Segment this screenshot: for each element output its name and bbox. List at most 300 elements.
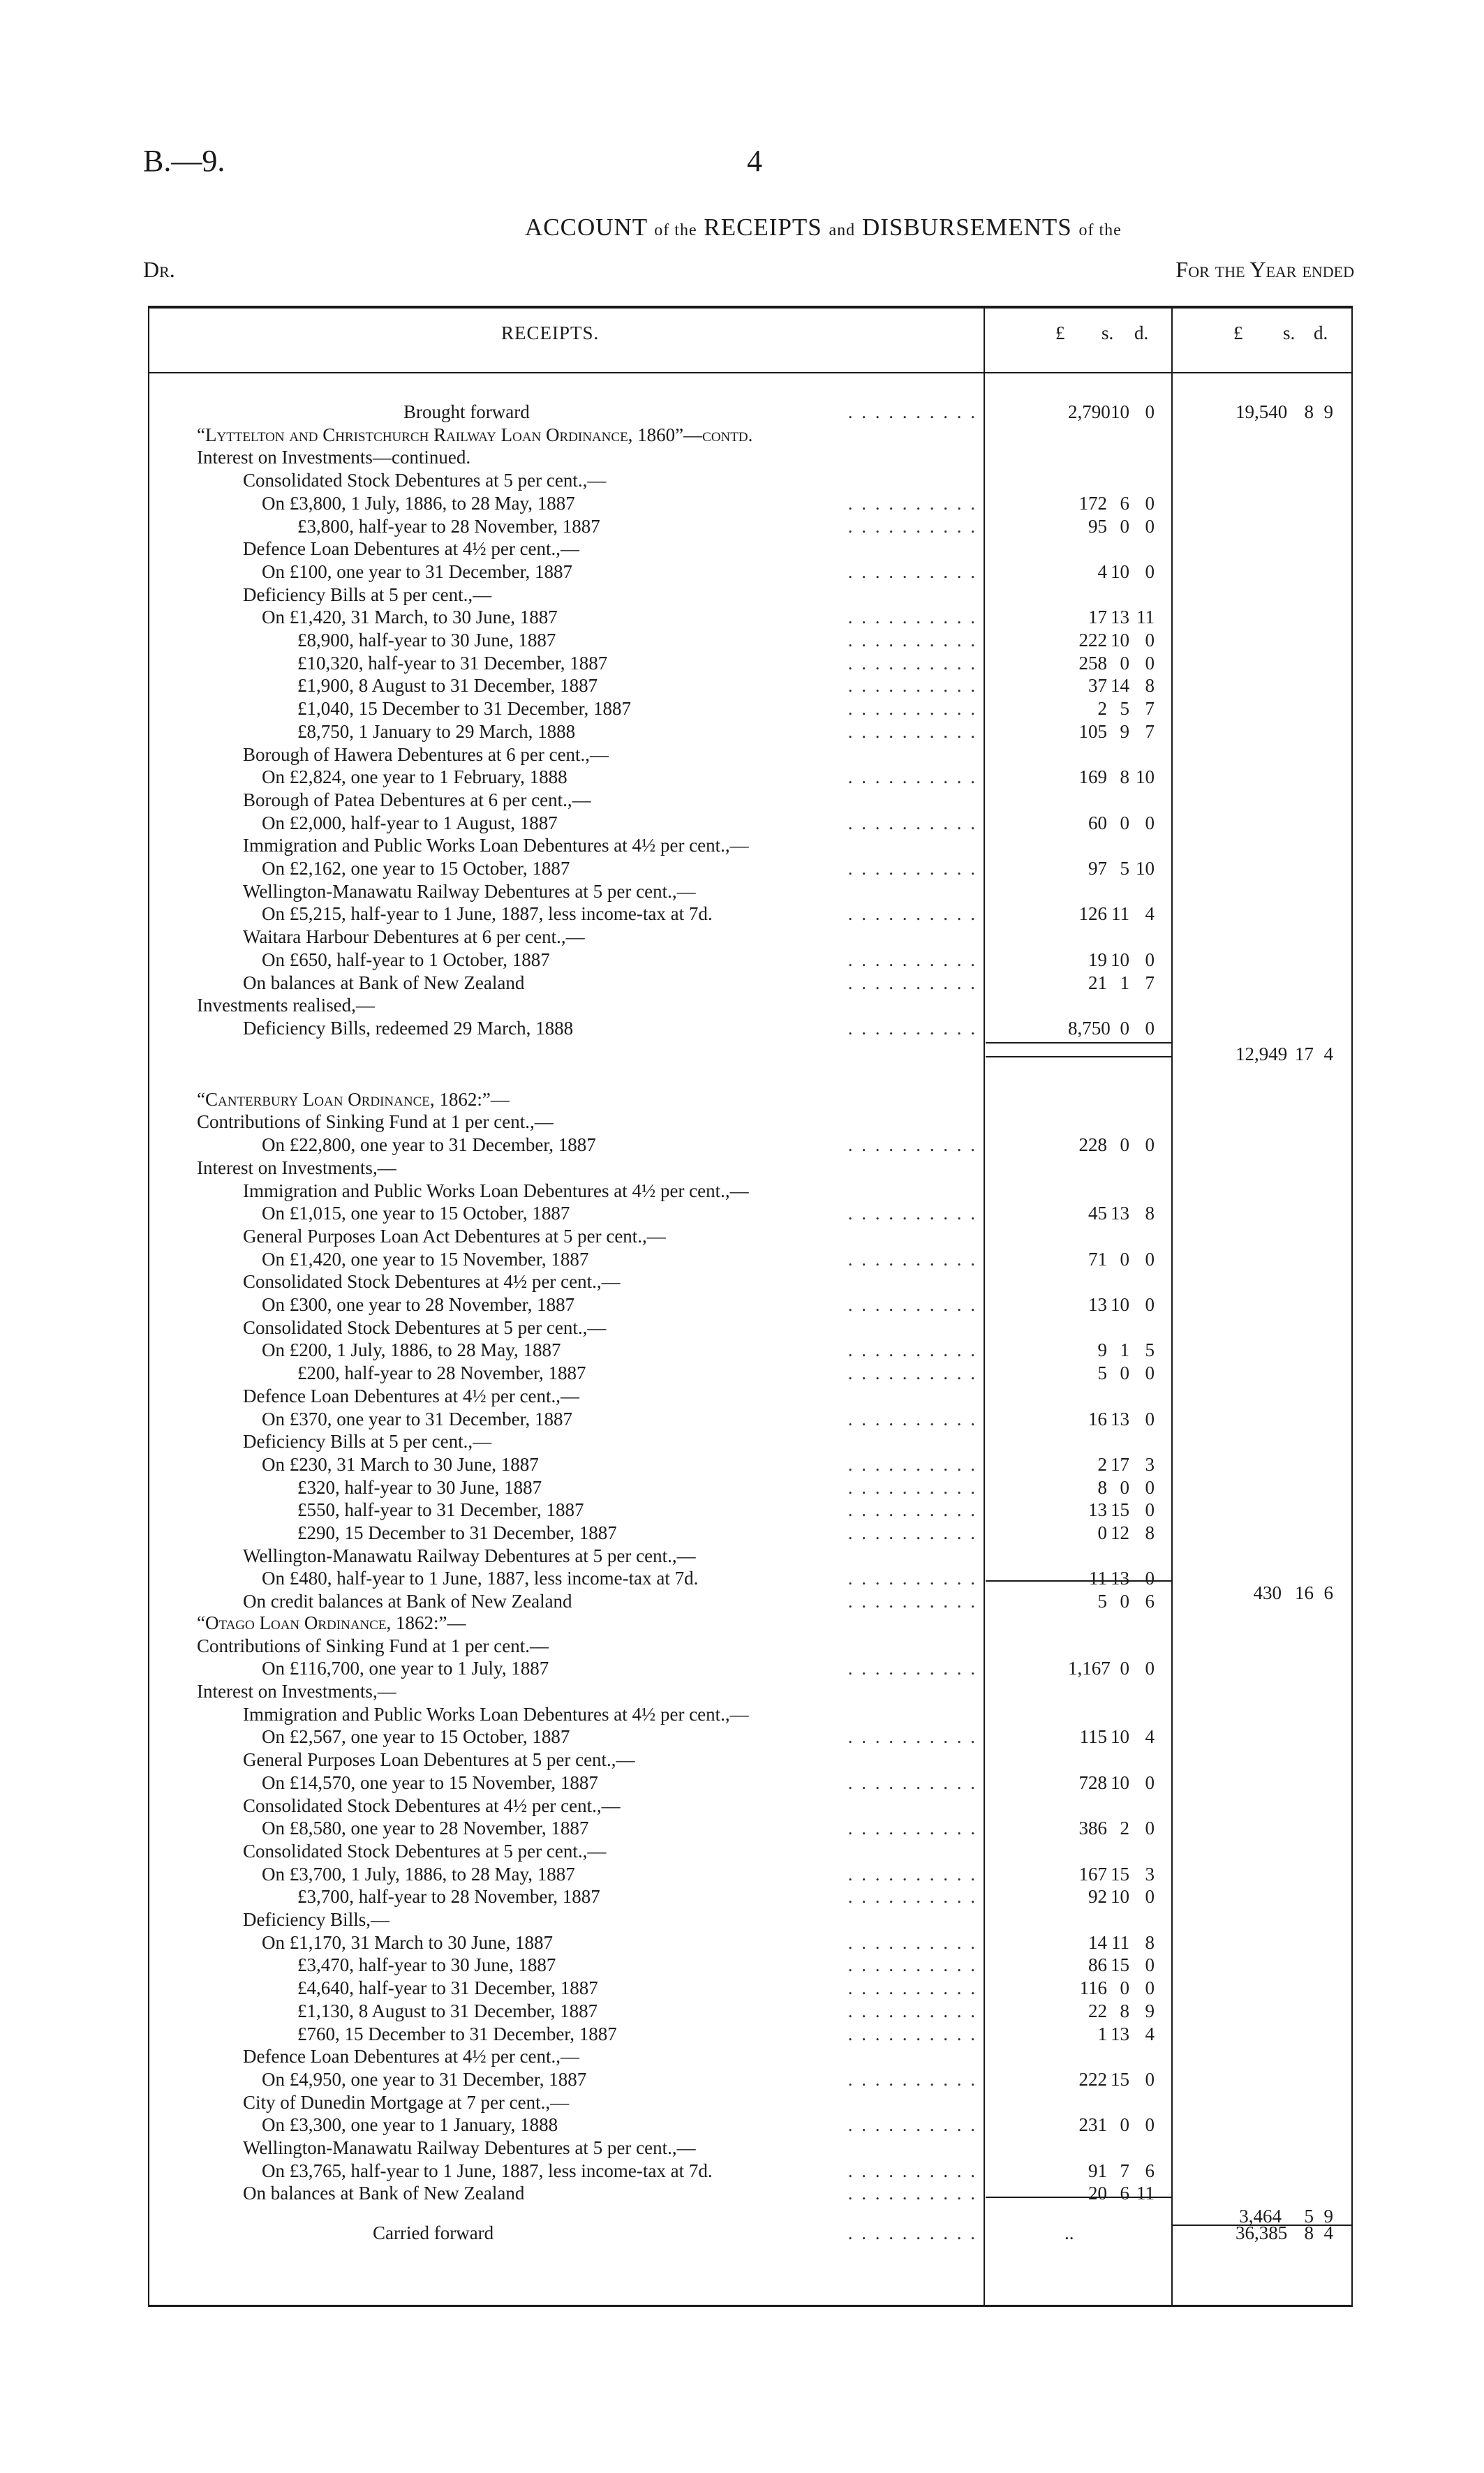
row-label: Defence Loan Debentures at 4½ per cent.,— <box>243 538 580 559</box>
pence-cell: 0 <box>1145 516 1155 537</box>
shillings-cell: 10 <box>1111 1294 1129 1315</box>
pence-cell: 4 <box>1145 1726 1155 1747</box>
pounds-cell: 13 <box>1088 1294 1107 1315</box>
table-row <box>0 1066 1484 1087</box>
row-label: On £22,800, one year to 31 December, 1887 <box>262 1134 596 1155</box>
table-row <box>0 1545 1484 1566</box>
total-pence-cell: 9 <box>1323 401 1333 422</box>
pounds-cell: 9 <box>1097 1339 1107 1360</box>
row-label: On £2,824, one year to 1 February, 1888 <box>262 766 567 787</box>
leader-dots: . . . . . . . . . . <box>847 401 977 422</box>
table-row <box>0 1089 1484 1110</box>
table-row <box>0 2222 1484 2243</box>
pence-cell: 8 <box>1145 1932 1155 1953</box>
row-label: £3,700, half-year to 28 November, 1887 <box>297 1886 600 1907</box>
row-label: City of Dunedin Mortgage at 7 per cent.,— <box>243 2092 570 2113</box>
row-label: On £200, 1 July, 1886, to 28 May, 1887 <box>262 1339 561 1360</box>
pounds-cell: 60 <box>1088 812 1107 833</box>
leader-dots: . . . . . . . . . . <box>847 1339 977 1360</box>
shillings-cell: 13 <box>1111 2023 1129 2044</box>
leader-dots: . . . . . . . . . . <box>847 1203 977 1224</box>
pence-cell: 3 <box>1145 1454 1155 1475</box>
title-part: of the <box>1078 221 1122 239</box>
row-label: £3,470, half-year to 30 June, 1887 <box>297 1954 556 1975</box>
pence-cell: 7 <box>1145 721 1155 742</box>
row-label: “Canterbury Loan Ordinance, 1862:”— <box>197 1089 510 1110</box>
shillings-cell: 10 <box>1111 1726 1129 1747</box>
leader-dots: . . . . . . . . . . <box>847 607 977 627</box>
row-label: Wellington-Manawatu Railway Debentures at 5 per cent.,— <box>243 1545 696 1566</box>
table-row <box>0 516 1484 537</box>
table-row <box>0 1477 1484 1498</box>
leader-dots: . . . . . . . . . . <box>847 2023 977 2044</box>
leader-dots: . . . . . . . . . . <box>847 812 977 833</box>
shillings-cell: 10 <box>1111 561 1129 582</box>
shillings-cell: 13 <box>1111 1409 1129 1429</box>
total-shillings-cell: 5 <box>1304 2206 1314 2227</box>
pounds-cell: 92 <box>1088 1886 1107 1907</box>
leader-dots: . . . . . . . . . . <box>847 721 977 742</box>
pence-cell: 3 <box>1145 1864 1155 1885</box>
leader-dots: . . . . . . . . . . <box>847 1658 977 1679</box>
table-row <box>0 1909 1484 1930</box>
row-label: £290, 15 December to 31 December, 1887 <box>297 1522 617 1543</box>
shillings-cell: 15 <box>1111 1954 1129 1975</box>
table-row <box>0 653 1484 674</box>
pounds-cell: 22 <box>1088 2000 1107 2021</box>
table-row <box>0 561 1484 582</box>
row-label: On £116,700, one year to 1 July, 1887 <box>262 1658 549 1679</box>
shillings-cell: 5 <box>1120 698 1129 719</box>
table-row <box>0 1499 1484 1520</box>
shillings-header: s. <box>1101 322 1114 343</box>
table-row <box>0 1454 1484 1475</box>
pounds-cell: 21 <box>1088 972 1107 993</box>
total-shillings-cell: 8 <box>1304 2222 1314 2243</box>
shillings-cell: 7 <box>1120 2160 1129 2181</box>
pence-cell: 0 <box>1145 949 1155 970</box>
row-label: On £8,580, one year to 28 November, 1887 <box>262 1818 589 1839</box>
leader-dots: . . . . . . . . . . <box>847 2000 977 2021</box>
total-pounds-cell: 3,464 <box>1239 2206 1282 2227</box>
pounds-cell: 167 <box>1078 1864 1107 1885</box>
pence-cell: 8 <box>1145 675 1155 696</box>
pounds-cell: 11 <box>1089 1568 1107 1589</box>
pence-cell: 0 <box>1145 1409 1155 1429</box>
total-pence-cell: 9 <box>1323 2206 1333 2227</box>
table-row <box>0 949 1484 970</box>
pence-cell: 10 <box>1136 766 1155 787</box>
leader-dots: . . . . . . . . . . <box>847 2183 977 2204</box>
total-shillings-cell: 8 <box>1304 401 1314 422</box>
leader-dots: . . . . . . . . . . <box>847 1499 977 1520</box>
table-row <box>0 858 1484 879</box>
leader-dots: . . . . . . . . . . <box>847 698 977 719</box>
shillings-cell: 0 <box>1120 1977 1129 1998</box>
leader-dots: . . . . . . . . . . <box>847 1772 977 1793</box>
shillings-cell: 0 <box>1120 1362 1129 1383</box>
leader-dots: . . . . . . . . . . <box>847 1249 977 1270</box>
row-label: Wellington-Manawatu Railway Debentures at 5 per cent.,— <box>243 2137 696 2158</box>
table-row <box>0 1612 1484 1633</box>
table-row <box>0 2160 1484 2181</box>
pounds-cell: 2 <box>1097 1454 1107 1475</box>
leader-dots: . . . . . . . . . . <box>847 561 977 582</box>
pounds-cell: 17 <box>1088 607 1107 627</box>
shillings-cell: 11 <box>1111 1932 1129 1953</box>
row-label: Consolidated Stock Debentures at 5 per cent.,— <box>243 470 607 491</box>
leader-dots: . . . . . . . . . . <box>847 1932 977 1953</box>
table-row <box>0 493 1484 514</box>
row-label: On balances at Bank of New Zealand <box>243 972 525 993</box>
pounds-cell: 19 <box>1088 949 1107 970</box>
row-label: Defence Loan Debentures at 4½ per cent.,— <box>243 1386 580 1406</box>
table-row <box>0 1134 1484 1155</box>
pounds-cell: 222 <box>1078 2069 1107 2090</box>
pence-cell: 0 <box>1145 2114 1155 2135</box>
table-row <box>0 1522 1484 1543</box>
table-row <box>0 1180 1484 1201</box>
leader-dots: . . . . . . . . . . <box>847 1409 977 1429</box>
pence-cell: 6 <box>1145 1591 1155 1612</box>
row-label: On £5,215, half-year to 1 June, 1887, less income-tax at 7d. <box>262 903 713 924</box>
leader-dots: . . . . . . . . . . <box>847 653 977 674</box>
pounds-cell: 20 <box>1088 2183 1107 2204</box>
table-row <box>0 401 1484 422</box>
table-row <box>0 1111 1484 1132</box>
pounds-cell: 231 <box>1078 2114 1107 2135</box>
pence-cell: 0 <box>1145 1134 1155 1155</box>
shillings-header: s. <box>1283 322 1296 343</box>
leader-dots: . . . . . . . . . . <box>847 1454 977 1475</box>
table-row <box>0 1339 1484 1360</box>
pence-cell: 0 <box>1145 1362 1155 1383</box>
row-label: £760, 15 December to 31 December, 1887 <box>297 2023 617 2044</box>
row-label: £320, half-year to 30 June, 1887 <box>297 1477 542 1498</box>
table-row <box>0 926 1484 947</box>
pounds-cell: 8 <box>1097 1477 1107 1498</box>
table-row <box>0 812 1484 833</box>
total-pence-cell: 4 <box>1323 2222 1333 2243</box>
empty-cell-dots: .. <box>1064 2222 1074 2243</box>
shillings-cell: 0 <box>1120 1018 1129 1039</box>
pence-cell: 9 <box>1145 2000 1155 2021</box>
row-label: £3,800, half-year to 28 November, 1887 <box>297 516 600 537</box>
row-label: £1,900, 8 August to 31 December, 1887 <box>297 675 598 696</box>
title-part: of the <box>654 221 697 239</box>
row-label: Deficiency Bills at 5 per cent.,— <box>243 1431 492 1452</box>
table-row <box>0 744 1484 765</box>
pounds-cell: 2,790 <box>1068 401 1111 422</box>
pence-cell: 0 <box>1145 1568 1155 1589</box>
pence-cell: 8 <box>1145 1203 1155 1224</box>
shillings-cell: 8 <box>1120 766 1129 787</box>
total-pounds-cell: 19,540 <box>1236 401 1288 422</box>
row-label: “Otago Loan Ordinance, 1862:”— <box>197 1612 466 1633</box>
leader-dots: . . . . . . . . . . <box>847 1522 977 1543</box>
table-row <box>0 1726 1484 1747</box>
row-label: On balances at Bank of New Zealand <box>243 2183 525 2204</box>
row-label: On £14,570, one year to 15 November, 1887 <box>262 1772 598 1793</box>
table-row <box>0 2046 1484 2067</box>
row-label: £8,750, 1 January to 29 March, 1888 <box>297 721 576 742</box>
row-label: On £3,765, half-year to 1 June, 1887, less income-tax at 7d. <box>262 2160 713 2181</box>
table-row <box>0 1864 1484 1885</box>
leader-dots: . . . . . . . . . . <box>847 630 977 651</box>
shillings-cell: 9 <box>1120 721 1129 742</box>
row-label: £200, half-year to 28 November, 1887 <box>297 1362 586 1383</box>
row-label: On £370, one year to 31 December, 1887 <box>262 1409 573 1429</box>
receipts-header: RECEIPTS. <box>501 322 600 343</box>
row-label: £1,130, 8 August to 31 December, 1887 <box>297 2000 598 2021</box>
table-row <box>0 538 1484 559</box>
total-pence-cell: 4 <box>1323 1044 1333 1064</box>
table-row <box>0 1977 1484 1998</box>
table-row <box>0 1582 1484 1603</box>
row-label: Consolidated Stock Debentures at 5 per cent.,— <box>243 1317 607 1338</box>
total-shillings-cell: 16 <box>1295 1582 1314 1603</box>
pence-cell: 0 <box>1145 493 1155 514</box>
pounds-cell: 116 <box>1079 1977 1107 1998</box>
table-row <box>0 1818 1484 1839</box>
row-label: Deficiency Bills, redeemed 29 March, 1888 <box>243 1018 574 1039</box>
shillings-cell: 12 <box>1111 1522 1129 1543</box>
table-row <box>0 607 1484 627</box>
pence-cell: 0 <box>1145 1294 1155 1315</box>
pounds-cell: 86 <box>1088 1954 1107 1975</box>
pounds-cell: 91 <box>1088 2160 1107 2181</box>
leader-dots: . . . . . . . . . . <box>847 1591 977 1612</box>
pence-cell: 0 <box>1145 1977 1155 1998</box>
table-row <box>0 447 1484 468</box>
row-label: Deficiency Bills at 5 per cent.,— <box>243 584 492 605</box>
row-label: Interest on Investments,— <box>197 1157 396 1178</box>
year-ended-label: For the Year ended <box>1175 257 1354 282</box>
pounds-cell: 0 <box>1097 1522 1107 1543</box>
table-row <box>0 1658 1484 1679</box>
pounds-cell: 2 <box>1097 698 1107 719</box>
pence-cell: 7 <box>1145 972 1155 993</box>
leader-dots: . . . . . . . . . . <box>847 675 977 696</box>
table-row <box>0 698 1484 719</box>
row-label: General Purposes Loan Debentures at 5 per cent.,— <box>243 1749 635 1770</box>
pounds-cell: 169 <box>1078 766 1107 787</box>
pounds-cell: 14 <box>1088 1932 1107 1953</box>
pounds-cell: 37 <box>1088 675 1107 696</box>
page-title <box>525 214 1122 242</box>
leader-dots: . . . . . . . . . . <box>847 1134 977 1155</box>
table-row <box>0 1681 1484 1702</box>
row-label: On £1,015, one year to 15 October, 1887 <box>262 1203 570 1224</box>
table-row <box>0 1772 1484 1793</box>
page-number: 4 <box>747 144 762 178</box>
title-part: ACCOUNT <box>525 214 648 241</box>
row-label: Interest on Investments,— <box>197 1681 396 1702</box>
row-label: £1,040, 15 December to 31 December, 1887 <box>297 698 632 719</box>
row-label: On £1,420, one year to 15 November, 1887 <box>262 1249 589 1270</box>
row-label: On £230, 31 March to 30 June, 1887 <box>262 1454 539 1475</box>
leader-dots: . . . . . . . . . . <box>847 903 977 924</box>
leader-dots: . . . . . . . . . . <box>847 1294 977 1315</box>
table-row <box>0 1018 1484 1039</box>
row-label: £8,900, half-year to 30 June, 1887 <box>297 630 556 651</box>
row-label: On £2,000, half-year to 1 August, 1887 <box>262 812 558 833</box>
pence-cell: 0 <box>1145 1249 1155 1270</box>
pounds-cell: 728 <box>1078 1772 1107 1793</box>
pence-cell: 0 <box>1145 630 1155 651</box>
row-label: Consolidated Stock Debentures at 5 per cent.,— <box>243 1841 607 1862</box>
pound-header: £ <box>1233 322 1243 343</box>
leader-dots: . . . . . . . . . . <box>847 949 977 970</box>
shillings-cell: 13 <box>1111 1203 1129 1224</box>
pence-cell: 4 <box>1145 903 1155 924</box>
leader-dots: . . . . . . . . . . <box>847 972 977 993</box>
leader-dots: . . . . . . . . . . <box>847 1818 977 1839</box>
row-label: Defence Loan Debentures at 4½ per cent.,— <box>243 2046 580 2067</box>
table-row <box>0 2092 1484 2113</box>
leader-dots: . . . . . . . . . . <box>847 858 977 879</box>
row-label: Contributions of Sinking Fund at 1 per cent.— <box>197 1635 549 1656</box>
pence-cell: 0 <box>1145 653 1155 674</box>
row-label: On £650, half-year to 1 October, 1887 <box>262 949 550 970</box>
row-label: On credit balances at Bank of New Zealand <box>243 1591 572 1612</box>
pence-cell: 0 <box>1145 1499 1155 1520</box>
table-row <box>0 1635 1484 1656</box>
table-row <box>0 1157 1484 1178</box>
row-label: On £1,170, 31 March to 30 June, 1887 <box>262 1932 553 1953</box>
leader-dots: . . . . . . . . . . <box>847 1018 977 1039</box>
table-row <box>0 721 1484 742</box>
table-row <box>0 675 1484 696</box>
table-row <box>0 2069 1484 2090</box>
pence-cell: 0 <box>1145 1658 1155 1679</box>
title-part: RECEIPTS <box>704 214 822 241</box>
table-row <box>0 1294 1484 1315</box>
leader-dots: . . . . . . . . . . <box>847 1477 977 1498</box>
table-row <box>0 1203 1484 1224</box>
row-label: On £2,567, one year to 15 October, 1887 <box>262 1726 570 1747</box>
pounds-cell: 5 <box>1097 1362 1107 1383</box>
table-row <box>0 2200 1484 2221</box>
leader-dots: . . . . . . . . . . <box>847 1886 977 1907</box>
shillings-cell: 14 <box>1111 675 1129 696</box>
pounds-cell: 386 <box>1078 1818 1107 1839</box>
title-part: and <box>829 221 856 239</box>
shillings-cell: 1 <box>1120 972 1129 993</box>
row-label: General Purposes Loan Act Debentures at 5 per cent.,— <box>243 1226 666 1247</box>
shillings-cell: 1 <box>1120 1339 1129 1360</box>
shillings-cell: 6 <box>1120 493 1129 514</box>
pounds-cell: 4 <box>1097 561 1107 582</box>
table-row <box>0 470 1484 491</box>
row-label: Immigration and Public Works Loan Debentures at 4½ per cent.,— <box>243 835 749 856</box>
table-row <box>0 1409 1484 1429</box>
leader-dots: . . . . . . . . . . <box>847 1954 977 1975</box>
table-row <box>0 1317 1484 1338</box>
pence-cell: 0 <box>1145 812 1155 833</box>
pounds-cell: 1,167 <box>1068 1658 1111 1679</box>
pounds-cell: 45 <box>1088 1203 1107 1224</box>
table-row <box>0 995 1484 1016</box>
leader-dots: . . . . . . . . . . <box>847 2069 977 2090</box>
shillings-cell: 13 <box>1111 1568 1129 1589</box>
row-label: On £1,420, 31 March, to 30 June, 1887 <box>262 607 558 627</box>
table-row <box>0 1886 1484 1907</box>
pound-header: £ <box>1055 322 1065 343</box>
pence-header: d. <box>1314 322 1328 343</box>
row-label: Waitara Harbour Debentures at 6 per cent.,— <box>243 926 585 947</box>
row-label: Immigration and Public Works Loan Debentures at 4½ per cent.,— <box>243 1180 749 1201</box>
shillings-cell: 17 <box>1111 1454 1129 1475</box>
table-row <box>0 1271 1484 1292</box>
leader-dots: . . . . . . . . . . <box>847 2160 977 2181</box>
row-label: Wellington-Manawatu Railway Debentures at 5 per cent.,— <box>243 881 696 902</box>
row-label: Consolidated Stock Debentures at 4½ per cent.,— <box>243 1271 621 1292</box>
shillings-cell: 8 <box>1120 2000 1129 2021</box>
total-shillings-cell: 17 <box>1295 1044 1314 1064</box>
pounds-cell: 13 <box>1088 1499 1107 1520</box>
shillings-cell: 15 <box>1111 1864 1129 1885</box>
table-row <box>0 584 1484 605</box>
row-label: On £3,300, one year to 1 January, 1888 <box>262 2114 558 2135</box>
pounds-cell: 1 <box>1097 2023 1107 2044</box>
leader-dots: . . . . . . . . . . <box>847 2114 977 2135</box>
row-label: On £100, one year to 31 December, 1887 <box>262 561 573 582</box>
table-row <box>0 1841 1484 1862</box>
pence-cell: 11 <box>1136 2183 1155 2204</box>
shillings-cell: 2 <box>1120 1818 1129 1839</box>
row-label: Investments realised,— <box>197 995 375 1016</box>
table-row <box>0 1431 1484 1452</box>
pence-cell: 0 <box>1145 1477 1155 1498</box>
pence-cell: 0 <box>1145 2069 1155 2090</box>
table-row <box>0 1932 1484 1953</box>
table-row <box>0 2114 1484 2135</box>
table-row <box>0 2023 1484 2044</box>
shillings-cell: 10 <box>1111 1772 1129 1793</box>
shillings-cell: 15 <box>1111 2069 1129 2090</box>
table-row <box>0 2137 1484 2158</box>
leader-dots: . . . . . . . . . . <box>847 1726 977 1747</box>
table-row <box>0 1386 1484 1406</box>
row-label: £550, half-year to 31 December, 1887 <box>297 1499 584 1520</box>
pence-cell: 6 <box>1145 2160 1155 2181</box>
pence-cell: 8 <box>1145 1522 1155 1543</box>
title-part: DISBURSEMENTS <box>861 214 1072 241</box>
shillings-cell: 0 <box>1120 1134 1129 1155</box>
pounds-cell: 71 <box>1088 1249 1107 1270</box>
table-row <box>0 1954 1484 1975</box>
pounds-cell: 258 <box>1078 653 1107 674</box>
table-row <box>0 881 1484 902</box>
pounds-cell: 16 <box>1088 1409 1107 1429</box>
leader-dots: . . . . . . . . . . <box>847 1362 977 1383</box>
table-row <box>0 630 1484 651</box>
table-row <box>0 2000 1484 2021</box>
shillings-cell: 0 <box>1120 1477 1129 1498</box>
row-label: On £300, one year to 28 November, 1887 <box>262 1294 575 1315</box>
pence-cell: 0 <box>1145 561 1155 582</box>
pounds-cell: 105 <box>1078 721 1107 742</box>
shillings-cell: 10 <box>1111 1886 1129 1907</box>
leader-dots: . . . . . . . . . . <box>847 1568 977 1589</box>
table-row <box>0 766 1484 787</box>
shillings-cell: 0 <box>1120 1658 1129 1679</box>
pence-cell: 0 <box>1145 1772 1155 1793</box>
shillings-cell: 0 <box>1120 1591 1129 1612</box>
pence-cell: 0 <box>1145 1018 1155 1039</box>
row-label: Brought forward <box>403 401 530 422</box>
